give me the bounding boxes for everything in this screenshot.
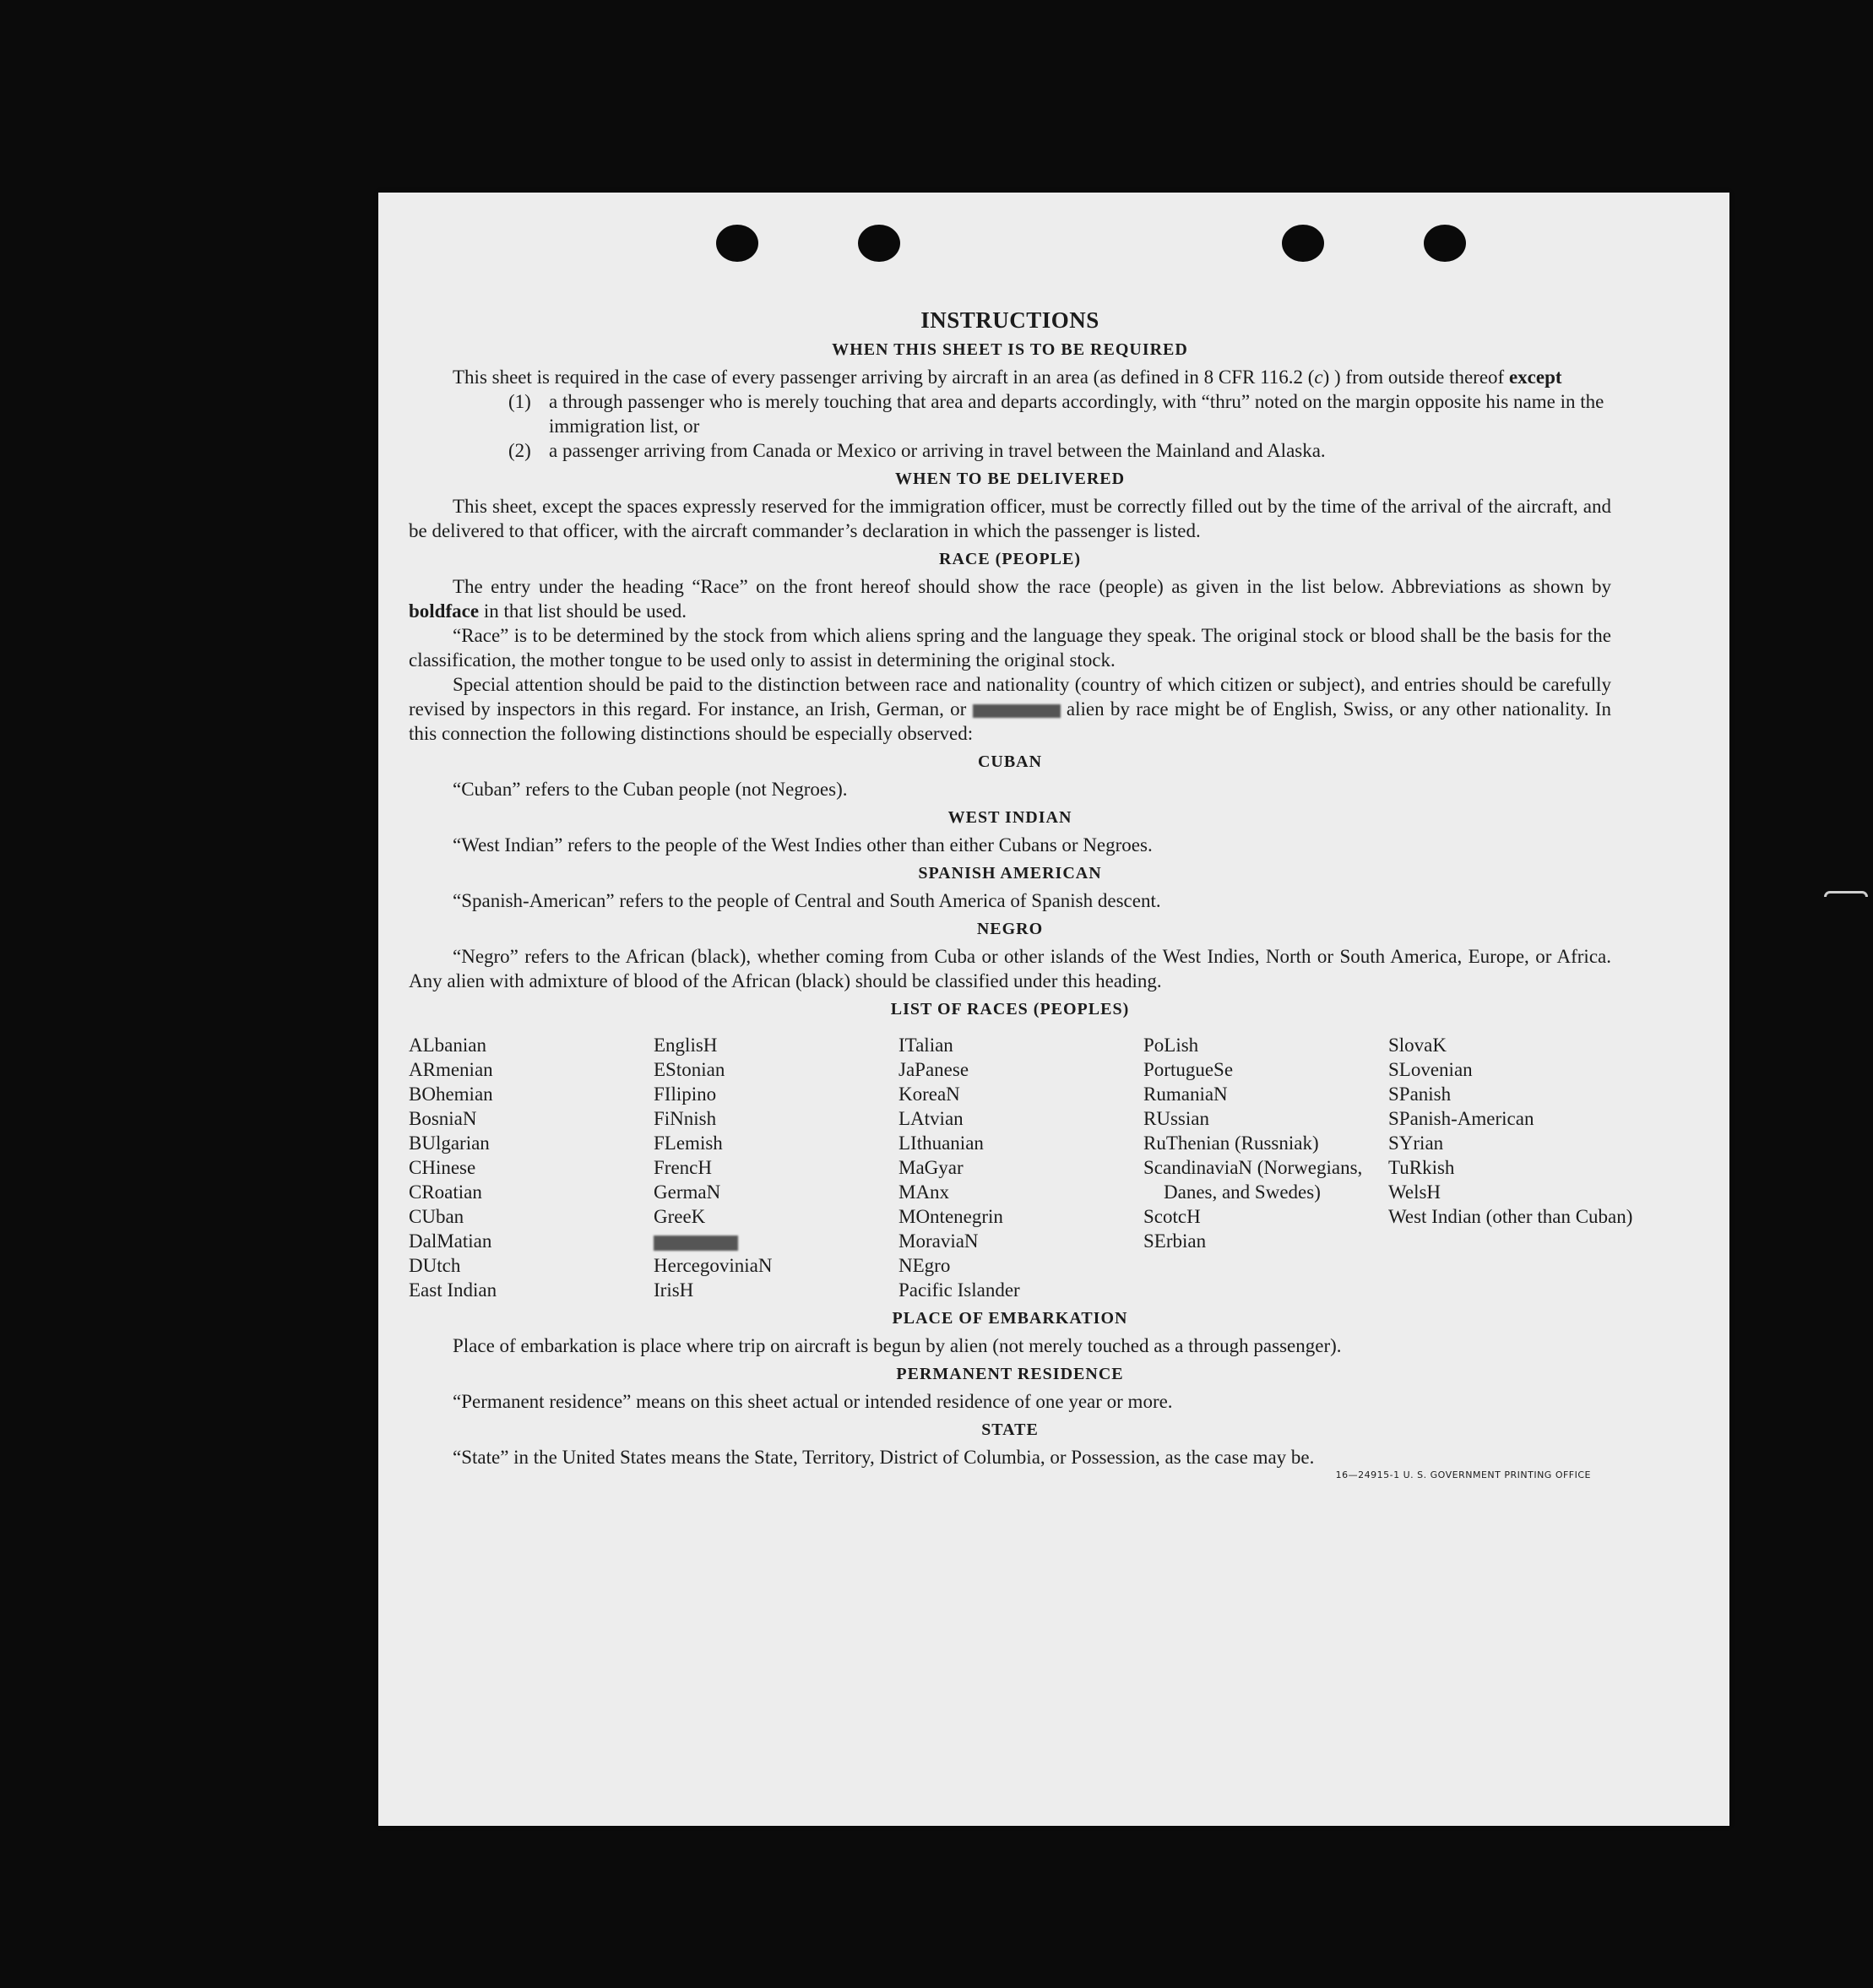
race-column [898, 1033, 1143, 1302]
spanish-american-text: “Spanish-American” refers to the people of Central and South America of Spanish descent. [453, 890, 1161, 911]
race-entry: JaPanese [898, 1059, 969, 1080]
race-entry: BosniaN [409, 1108, 477, 1129]
punch-hole [716, 225, 758, 262]
race-entry: RuThenian (Russniak) [1143, 1133, 1319, 1154]
race-entry: RumaniaN [1143, 1084, 1228, 1105]
punch-hole [858, 225, 900, 262]
punch-hole [1282, 225, 1324, 262]
race-entry: DUtch [409, 1255, 461, 1276]
race-entry: BOhemian [409, 1084, 493, 1105]
race-column [1388, 1033, 1633, 1302]
race-entry: FIlipino [654, 1084, 717, 1105]
race-entry: TuRkish [1388, 1157, 1455, 1178]
cuban-text: “Cuban” refers to the Cuban people (not Negroes). [453, 779, 848, 800]
race-entry: ITalian [898, 1035, 953, 1056]
race-entry: SLovenian [1388, 1059, 1473, 1080]
footer [409, 1469, 1611, 1480]
race-entry: SPanish-American [1388, 1108, 1534, 1129]
heading-when-delivered: WHEN TO BE DELIVERED [894, 470, 1126, 488]
race-entry: Pacific Islander [898, 1279, 1020, 1301]
race-entry: ScandinaviaN (Norwegians, Danes, and Swedes) [1143, 1157, 1363, 1203]
exception-item: (1) a through passenger who is merely touching that area and departs accordingly, with “thru” noted on the margin opposite his name in the immigration list, or [508, 391, 1604, 437]
race-entry: FLemish [654, 1133, 723, 1154]
race-entry: MAnx [898, 1181, 950, 1203]
residence-text: “Permanent residence” means on this sheet actual or intended residence of one year or more. [453, 1391, 1173, 1412]
heading-residence: PERMANENT RESIDENCE [896, 1365, 1124, 1383]
when-delivered-text: This sheet, except the spaces expressly reserved for the immigration officer, must be correctly filled out by the time of the arrival of the aircraft, and be delivered to that officer, with the aircraft commander’s declaration in which the passenger is listed. [409, 496, 1611, 541]
race-entry: BUlgarian [409, 1133, 490, 1154]
race-entry-redacted [654, 1229, 898, 1253]
race-entry: RUssian [1143, 1108, 1209, 1129]
race-paragraph-3: Special attention should be paid to the distinction between race and nationality (country of which citizen or subject), and entries should be carefully revised by inspectors in this regard. For instance, an Irish, German, or alien by race might be of English, Swiss, or any other nationality. In this connection the following distinctions should be especially observed: [409, 674, 1612, 744]
redaction-mark [973, 704, 1061, 718]
race-entry: MoraviaN [898, 1230, 979, 1252]
race-column [1143, 1033, 1388, 1302]
race-entry: West Indian (other than Cuban) [1388, 1206, 1633, 1227]
heading-embarkation: PLACE OF EMBARKATION [892, 1309, 1128, 1328]
race-entry: EStonian [654, 1059, 725, 1080]
race-entry: FiNnish [654, 1108, 717, 1129]
race-entry: East Indian [409, 1279, 497, 1301]
race-entry: ScotcH [1143, 1206, 1201, 1227]
exception-item: (2) a passenger arriving from Canada or Mexico or arriving in travel between the Mainland and Alaska. [508, 440, 1326, 461]
race-entry: LAtvian [898, 1108, 964, 1129]
heading-when-required: WHEN THIS SHEET IS TO BE REQUIRED [832, 340, 1188, 359]
heading-list-of-races: LIST OF RACES (PEOPLES) [890, 1000, 1130, 1018]
heading-spanish-american: SPANISH AMERICAN [918, 864, 1102, 883]
heading-negro: NEGRO [976, 920, 1044, 938]
race-entry: GermaN [654, 1181, 721, 1203]
race-entry: MOntenegrin [898, 1206, 1003, 1227]
state-text: “State” in the United States means the State, Territory, District of Columbia, or Possession, as the case may be. [453, 1447, 1315, 1468]
negro-text: “Negro” refers to the African (black), whether coming from Cuba or other islands of the West Indies, North or South America, Europe, or Africa. Any alien with admixture of blood of the African (black) should be classified under this heading. [409, 946, 1611, 991]
heading-race: RACE (PEOPLE) [939, 550, 1081, 568]
race-entry: GreeK [654, 1206, 706, 1227]
race-entry: CRoatian [409, 1181, 482, 1203]
redaction-mark [654, 1236, 738, 1251]
race-column [654, 1033, 898, 1302]
race-entry: SPanish [1388, 1084, 1452, 1105]
race-column [409, 1033, 654, 1302]
document-title: INSTRUCTIONS [920, 307, 1099, 333]
race-entry: WelsH [1388, 1181, 1441, 1203]
race-entry: LIthuanian [898, 1133, 984, 1154]
race-entry: IrisH [654, 1279, 694, 1301]
document-page [378, 193, 1729, 1826]
heading-cuban: CUBAN [977, 752, 1043, 771]
race-entry: PortugueSe [1143, 1059, 1234, 1080]
race-paragraph-2: “Race” is to be determined by the stock from which aliens spring and the language they speak. The original stock or blood shall be the basis for the classification, the mother tongue to be used only to assist in determining the original stock. [409, 625, 1611, 671]
heading-west-indian: WEST INDIAN [947, 808, 1072, 827]
race-entry: PoLish [1143, 1035, 1199, 1056]
race-entry: SErbian [1143, 1230, 1207, 1252]
race-paragraph-1: The entry under the heading “Race” on the front hereof should show the race (people) as given in the list below. Abbreviations as shown by boldface in that list should be used. [409, 576, 1611, 622]
race-entry: MaGyar [898, 1157, 964, 1178]
film-edge-mark [1824, 891, 1868, 897]
race-entry: NEgro [898, 1255, 951, 1276]
when-required-intro: This sheet is required in the case of every passenger arriving by aircraft in an area (as defined in 8 CFR 116.2 (c) ) from outside thereof except [453, 367, 1562, 388]
race-entry: CHinese [409, 1157, 476, 1178]
heading-state: STATE [981, 1420, 1039, 1439]
race-entry: ALbanian [409, 1035, 486, 1056]
race-entry: HercegoviniaN [654, 1255, 773, 1276]
punch-hole [1424, 225, 1466, 262]
race-entry: CUban [409, 1206, 464, 1227]
race-entry: SlovaK [1388, 1035, 1447, 1056]
embarkation-text: Place of embarkation is place where trip on aircraft is begun by alien (not merely touched as a through passenger). [453, 1335, 1342, 1356]
race-entry: DalMatian [409, 1230, 492, 1252]
west-indian-text: “West Indian” refers to the people of the West Indies other than either Cubans or Negroes. [453, 834, 1153, 855]
race-entry: EnglisH [654, 1035, 718, 1056]
instructions-body [409, 307, 1633, 1480]
print-code: 16—24915-1 U. S. GOVERNMENT PRINTING OFFICE [1335, 1469, 1591, 1480]
race-entry: ARmenian [409, 1059, 493, 1080]
race-list [409, 1033, 1633, 1302]
race-entry: FrencH [654, 1157, 712, 1178]
race-entry: SYrian [1388, 1133, 1444, 1154]
race-entry: KoreaN [898, 1084, 960, 1105]
